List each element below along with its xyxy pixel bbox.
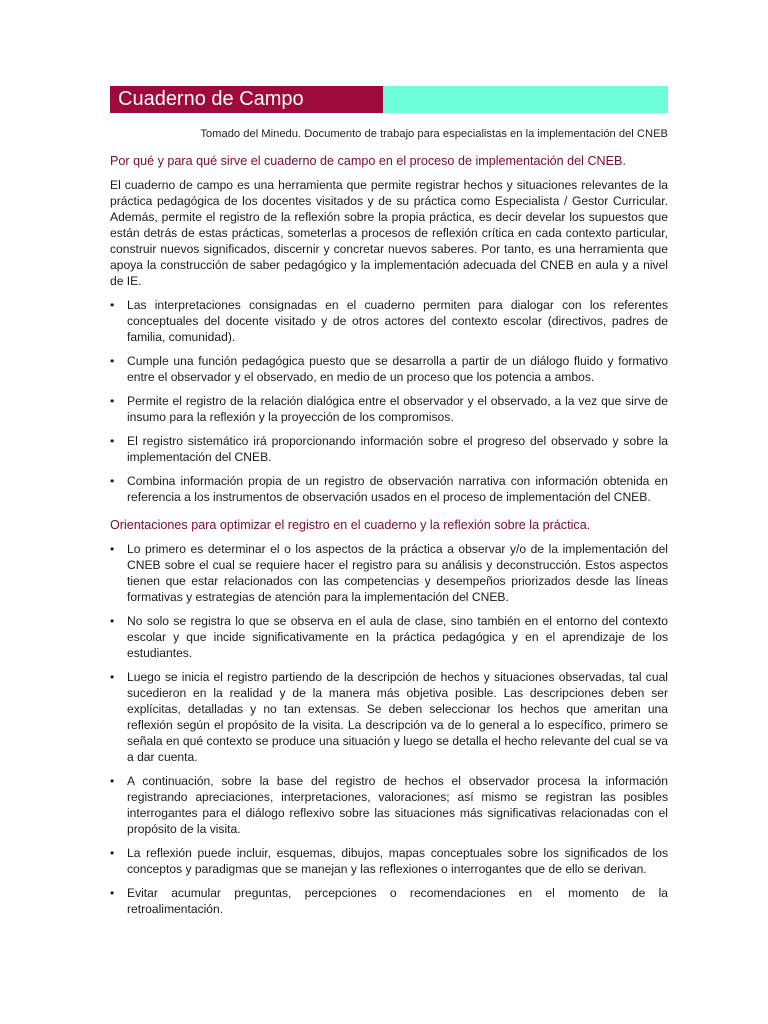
purpose-bullet-list [110,297,668,505]
list-item: • La reflexión puede incluir, esquemas, dibujos, mapas conceptuales sobre los significados de los conceptos y paradigmas que se manejan y las reflexiones o interrogantes que de ello se derivan. [110,846,668,876]
bullet-icon: • [110,886,115,900]
title-accent-band [383,86,668,113]
bullet-icon: • [110,394,115,408]
bullet-icon: • [110,434,115,448]
list-item: • Luego se inicia el registro partiendo de la descripción de hechos y situaciones observadas, tal cual sucedieron en la realidad y de la manera más objetiva posible. Las descripciones deben ser explícitas, detalladas y no tan extensas. Se deben seleccionar los hechos que ameritan una reflexión según el propósito de la visita. La descripción va de lo general a lo específico, primero se señala en qué contexto se produce una situación y luego se detalla el hecho relevante del cual se va a dar cuenta. [110,670,668,764]
bullet-icon: • [110,542,115,556]
guidelines-bullet-list [110,541,668,917]
bullet-icon: • [110,846,115,860]
list-item: • No solo se registra lo que se observa en el aula de clase, sino también en el entorno del contexto escolar y que incide significativamente en la práctica pedagógica y en el aprendizaje de los estudiantes. [110,614,668,660]
bullet-icon: • [110,774,115,788]
list-item: • Permite el registro de la relación dialógica entre el observador y el observado, a la vez que sirve de insumo para la reflexión y la proyección de los compromisos. [110,394,668,424]
section-heading-purpose: Por qué y para qué sirve el cuaderno de campo en el proceso de implementación del CNEB. [110,154,626,168]
list-item: • Las interpretaciones consignadas en el cuaderno permiten para dialogar con los referentes conceptuales del docente visitado y de otros actores del contexto escolar (directivos, padres de familia, comunidad). [110,298,668,344]
bullet-icon: • [110,298,115,312]
page-title: Cuaderno de Campo [110,86,383,113]
list-item: • Cumple una función pedagógica puesto que se desarrolla a partir de un diálogo fluido y formativo entre el observador y el observado, en medio de un proceso que los potencia a ambos. [110,354,668,384]
list-item: • El registro sistemático irá proporcionando información sobre el progreso del observado y sobre la implementación del CNEB. [110,434,668,464]
bullet-icon: • [110,614,115,628]
bullet-icon: • [110,474,115,488]
bullet-icon: • [110,670,115,684]
list-item: • Evitar acumular preguntas, percepciones o recomendaciones en el momento de la retroalimentación. [110,886,668,916]
list-item: • Lo primero es determinar el o los aspectos de la práctica a observar y/o de la implementación del CNEB sobre el cual se requiere hacer el registro para su análisis y deconstrucción. Estos aspectos tienen que estar relacionados con las competencias y desempeños priorizados desde las líneas formativas y estrategias de atención para la implementación del CNEB. [110,542,668,604]
title-bar [110,86,668,113]
list-item: • A continuación, sobre la base del registro de hechos el observador procesa la información registrando apreciaciones, interpretaciones, valoraciones; así mismo se registran las posibles interrogantes para el diálogo reflexivo sobre las situaciones más significativas relacionadas con el propósito de la visita. [110,774,668,836]
list-item: • Combina información propia de un registro de observación narrativa con información obtenida en referencia a los instrumentos de observación usados en el proceso de implementación del CNEB. [110,474,668,504]
source-note: Tomado del Minedu. Documento de trabajo para especialistas en la implementación del CNEB [200,128,668,140]
bullet-icon: • [110,354,115,368]
section-heading-guidelines: Orientaciones para optimizar el registro en el cuaderno y la reflexión sobre la práctica. [110,518,591,532]
intro-paragraph: El cuaderno de campo es una herramienta que permite registrar hechos y situaciones relevantes de la práctica pedagógica de los docentes visitados y de su práctica como Especialista / Gestor Curricular. Además, permite el registro de la reflexión sobre la propia práctica, es decir develar los supuestos que están detrás de estas prácticas, someterlas a procesos de reflexión crítica en cada contexto particular, construir nuevos significados, discernir y concretar nuevos saberes. Por tanto, es una herramienta que apoya la construcción de saber pedagógico y la implementación adecuada del CNEB en aula y a nivel de IE. [110,178,668,288]
